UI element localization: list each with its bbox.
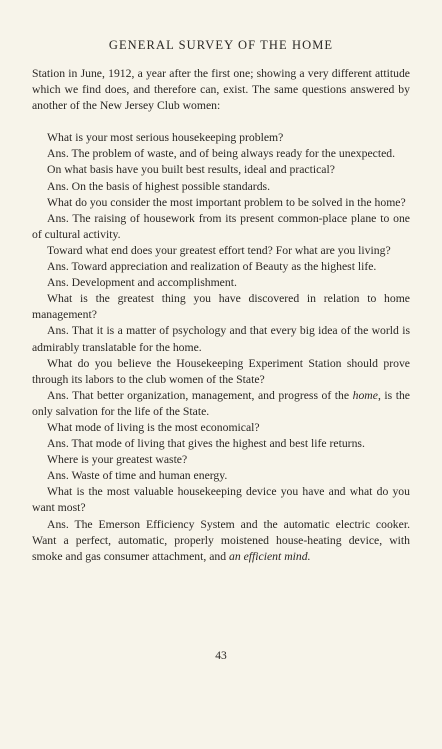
question-8: What mode of living is the most economical? xyxy=(47,420,260,434)
answer-5: Ans. Development and accomplishment. xyxy=(47,276,237,290)
question-2: On what basis have you built best results, ideal and practical? xyxy=(47,163,335,177)
running-head: GENERAL SURVEY OF THE HOME xyxy=(108,38,334,52)
question-6: What is the greatest thing you have discovered in relation to home management? xyxy=(32,292,410,322)
question-7: What do you believe the Housekeeping Experiment Station should prove through its labors to the club women of the State? xyxy=(32,356,410,386)
answer-4: Ans. Toward appreciation and realization of Beauty as the highest life. xyxy=(47,260,377,274)
question-9: Where is your greatest waste? xyxy=(47,453,188,467)
answer-1: Ans. The problem of waste, and of being always ready for the unexpected. xyxy=(47,147,396,161)
question-3: What do you consider the most important problem to be solved in the home? xyxy=(47,195,406,209)
answer-7 xyxy=(32,388,410,420)
answer-2: Ans. On the basis of highest possible standards. xyxy=(47,179,271,193)
answer-7-text-end: , is the only salvation for the life of the State. xyxy=(32,388,410,418)
answer-3: Ans. The raising of housework from its present common-place plane to one of cultural activity. xyxy=(32,211,410,241)
body-text xyxy=(32,66,410,565)
answer-7-emphasis: home xyxy=(352,388,378,402)
answer-7-text: Ans. That better organization, management, and progress of the xyxy=(47,388,353,402)
answer-10 xyxy=(32,517,410,565)
answer-10-emphasis: an efficient mind. xyxy=(229,549,311,563)
intro-paragraph: Station in June, 1912, a year after the first one; showing a very different attitude which we find does, and therefore can, exist. The same questions answered by another of the New Jersey Club women: xyxy=(32,67,410,113)
question-10: What is the most valuable housekeeping device you have and what do you want most? xyxy=(32,485,410,515)
question-4: Toward what end does your greatest effort tend? For what are you living? xyxy=(47,243,391,257)
page-number: 43 xyxy=(215,650,227,662)
answer-8: Ans. That mode of living that gives the highest and best life returns. xyxy=(47,437,365,451)
answer-9: Ans. Waste of time and human energy. xyxy=(47,469,228,483)
question-1: What is your most serious housekeeping problem? xyxy=(47,131,284,145)
answer-6: Ans. That it is a matter of psychology and that every big idea of the world is admirably translatable for the home. xyxy=(32,324,410,354)
answer-10-text: Ans. The Emerson Efficiency System and the automatic electric cooker. Want a perfect, automatic, properly moistened house-heating device, with smoke and gas consumer attachment, and xyxy=(32,517,410,563)
